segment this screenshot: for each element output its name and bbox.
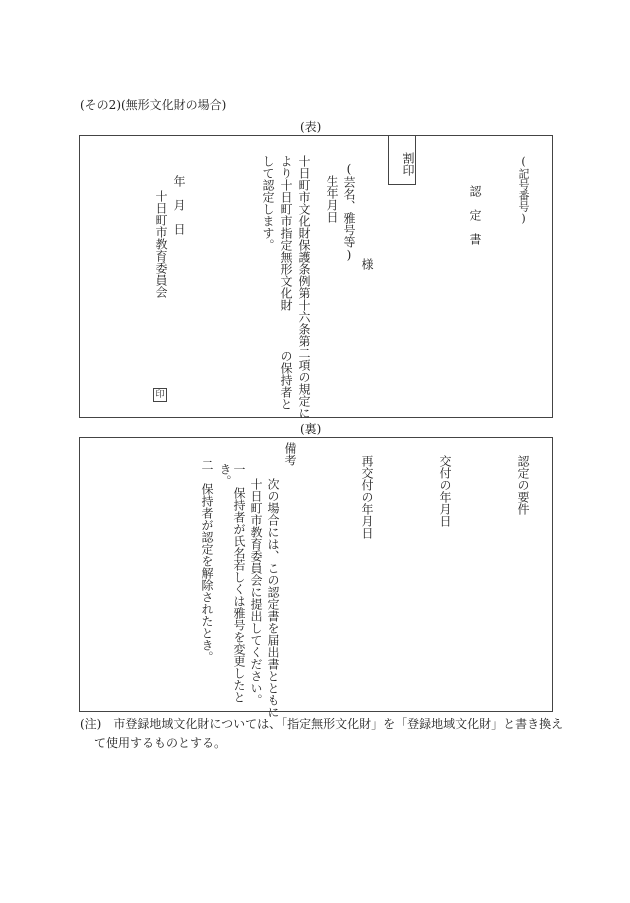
front-certificate-frame: [79, 135, 553, 418]
certificate-body-line3: して認定します。: [261, 155, 275, 251]
requirements-label: 認定の要件: [516, 455, 530, 515]
official-stamp: 印: [153, 388, 167, 402]
back-certificate-frame: [79, 437, 553, 712]
tally-seal-box: 割印: [388, 135, 416, 185]
footnote-line1: (注) 市登録地域文化財については、「指定無形文化財」を「登録地域文化財」と書き換え: [80, 717, 564, 731]
issue-date-label: 交付の年月日: [438, 455, 452, 527]
remarks-title: 備考: [283, 442, 297, 466]
footnote-line2: て使用するものとする。: [94, 736, 227, 750]
section-heading: (その2)(無形文化財の場合): [80, 98, 227, 112]
certificate-body-line2a: より十日町市指定無形文化財: [279, 155, 293, 311]
remarks-line2: 十日町市教育委員会に提出してください。: [249, 478, 263, 706]
certificate-title: 認 定 書: [468, 185, 482, 245]
certificate-number: (記号番号): [517, 155, 530, 225]
certificate-body-line1: 十日町市文化財保護条例第十六条第二項の規定に: [297, 155, 311, 419]
birth-date-label: 生年月日: [325, 175, 339, 223]
remarks-item1-line1: 一 保持者が氏名若しくは雅号を変更したと: [232, 463, 246, 703]
issuer-name: 十日町市教育委員会: [154, 190, 168, 298]
back-side-label: (裏): [300, 422, 322, 436]
stage-name-label: (芸名、雅号等): [342, 162, 356, 262]
certificate-body-line2b: の保持者と: [279, 350, 293, 410]
remarks-line1: 次の場合には、この認定書を届出書とともに: [266, 478, 280, 718]
reissue-date-label: 再交付の年月日: [360, 455, 374, 539]
front-side-label: (表): [300, 120, 322, 134]
issue-date-blank: 年 月 日: [172, 175, 186, 235]
remarks-item1-line2: き。: [218, 463, 232, 487]
remarks-item2: 二 保持者が認定を解除されたとき。: [200, 459, 214, 663]
honorific-sama: 様: [360, 258, 374, 270]
